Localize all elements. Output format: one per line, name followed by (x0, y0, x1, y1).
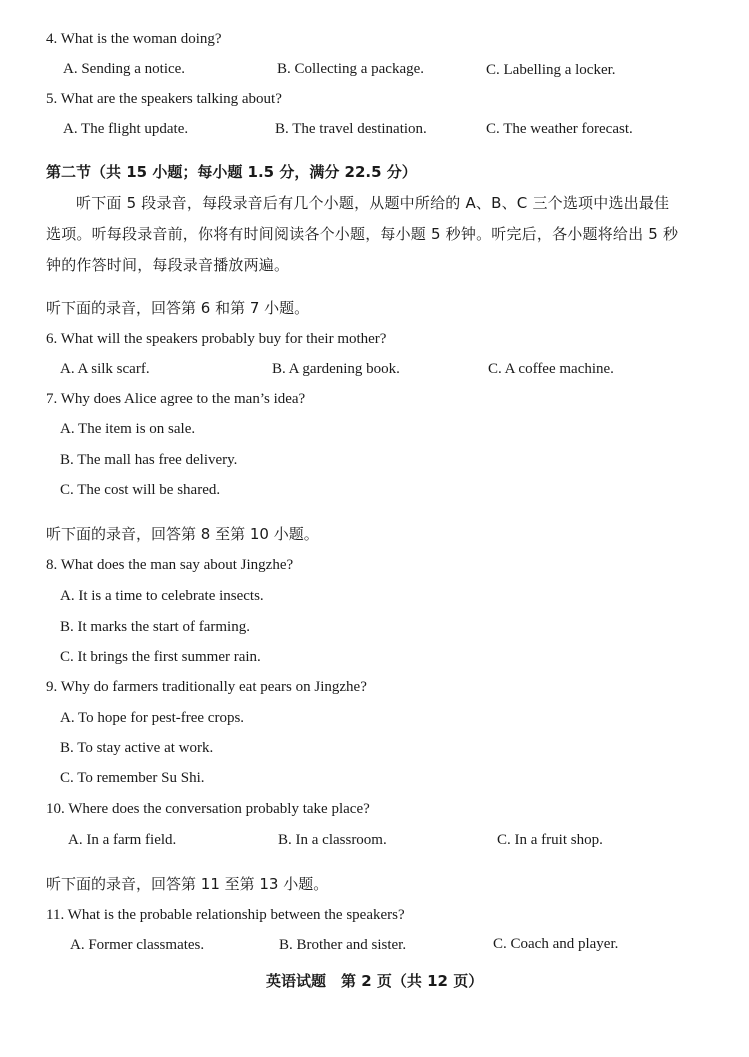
question-8-option-b: B. It marks the start of farming. (60, 619, 250, 635)
question-4-option-c: C. Labelling a locker. (486, 62, 616, 78)
question-6-option-a: A. A silk scarf. (60, 361, 150, 377)
question-5-stem: 5. What are the speakers talking about? (46, 91, 282, 107)
question-4-option-a: A. Sending a notice. (63, 61, 186, 77)
question-9-option-a: A. To hope for pest-free crops. (60, 710, 245, 726)
question-4-option-b: B. Collecting a package. (277, 61, 425, 77)
page-footer: 英语试题 第 2 页（共 12 页） (266, 972, 484, 990)
question-10-option-a: A. In a farm field. (68, 832, 177, 848)
question-10-stem: 10. Where does the conversation probably take place? (46, 801, 370, 817)
question-8-stem: 8. What does the man say about Jingzhe? (46, 557, 294, 573)
question-9-stem: 9. Why do farmers traditionally eat pears on Jingzhe? (46, 679, 367, 695)
question-6-option-b: B. A gardening book. (272, 361, 400, 377)
group-1-intro: 听下面的录音，回答第 6 和第 7 小题。 (46, 299, 310, 317)
group-3-intro: 听下面的录音，回答第 11 至第 13 小题。 (46, 875, 329, 893)
question-8-option-a: A. It is a time to celebrate insects. (60, 588, 264, 604)
question-5-option-c: C. The weather forecast. (486, 121, 633, 137)
section-2-instruction-line-1: 听下面 5 段录音，每段录音后有几个小题，从题中所给的 A、B、C 三个选项中选出最佳 (76, 194, 670, 212)
question-9-option-b: B. To stay active at work. (60, 740, 214, 756)
question-7-option-b: B. The mall has free delivery. (60, 452, 238, 468)
question-11-option-c: C. Coach and player. (493, 936, 619, 952)
question-5-option-a: A. The flight update. (63, 121, 189, 137)
question-4-stem: 4. What is the woman doing? (46, 31, 222, 47)
group-2-intro: 听下面的录音，回答第 8 至第 10 小题。 (46, 525, 319, 543)
question-11-stem: 11. What is the probable relationship between the speakers? (46, 907, 405, 923)
question-11-option-a: A. Former classmates. (70, 937, 205, 953)
section-2-instruction-line-2: 选项。听每段录音前，你将有时间阅读各个小题，每小题 5 秒钟。听完后，各小题将给出 5 秒 (46, 225, 679, 243)
question-11-option-b: B. Brother and sister. (279, 937, 407, 953)
question-10-option-b: B. In a classroom. (278, 832, 387, 848)
question-6-option-c: C. A coffee machine. (488, 361, 614, 377)
question-10-option-c: C. In a fruit shop. (497, 832, 603, 848)
question-8-option-c: C. It brings the first summer rain. (60, 649, 261, 665)
question-7-stem: 7. Why does Alice agree to the man’s idea? (46, 391, 306, 407)
question-7-option-a: A. The item is on sale. (60, 421, 196, 437)
question-7-option-c: C. The cost will be shared. (60, 482, 221, 498)
section-2-title: 第二节（共 15 小题；每小题 1.5 分，满分 22.5 分） (46, 163, 417, 181)
section-2-instruction-line-3: 钟的作答时间，每段录音播放两遍。 (46, 256, 290, 274)
question-5-option-b: B. The travel destination. (275, 121, 427, 137)
question-9-option-c: C. To remember Su Shi. (60, 770, 205, 786)
question-6-stem: 6. What will the speakers probably buy for their mother? (46, 331, 387, 347)
